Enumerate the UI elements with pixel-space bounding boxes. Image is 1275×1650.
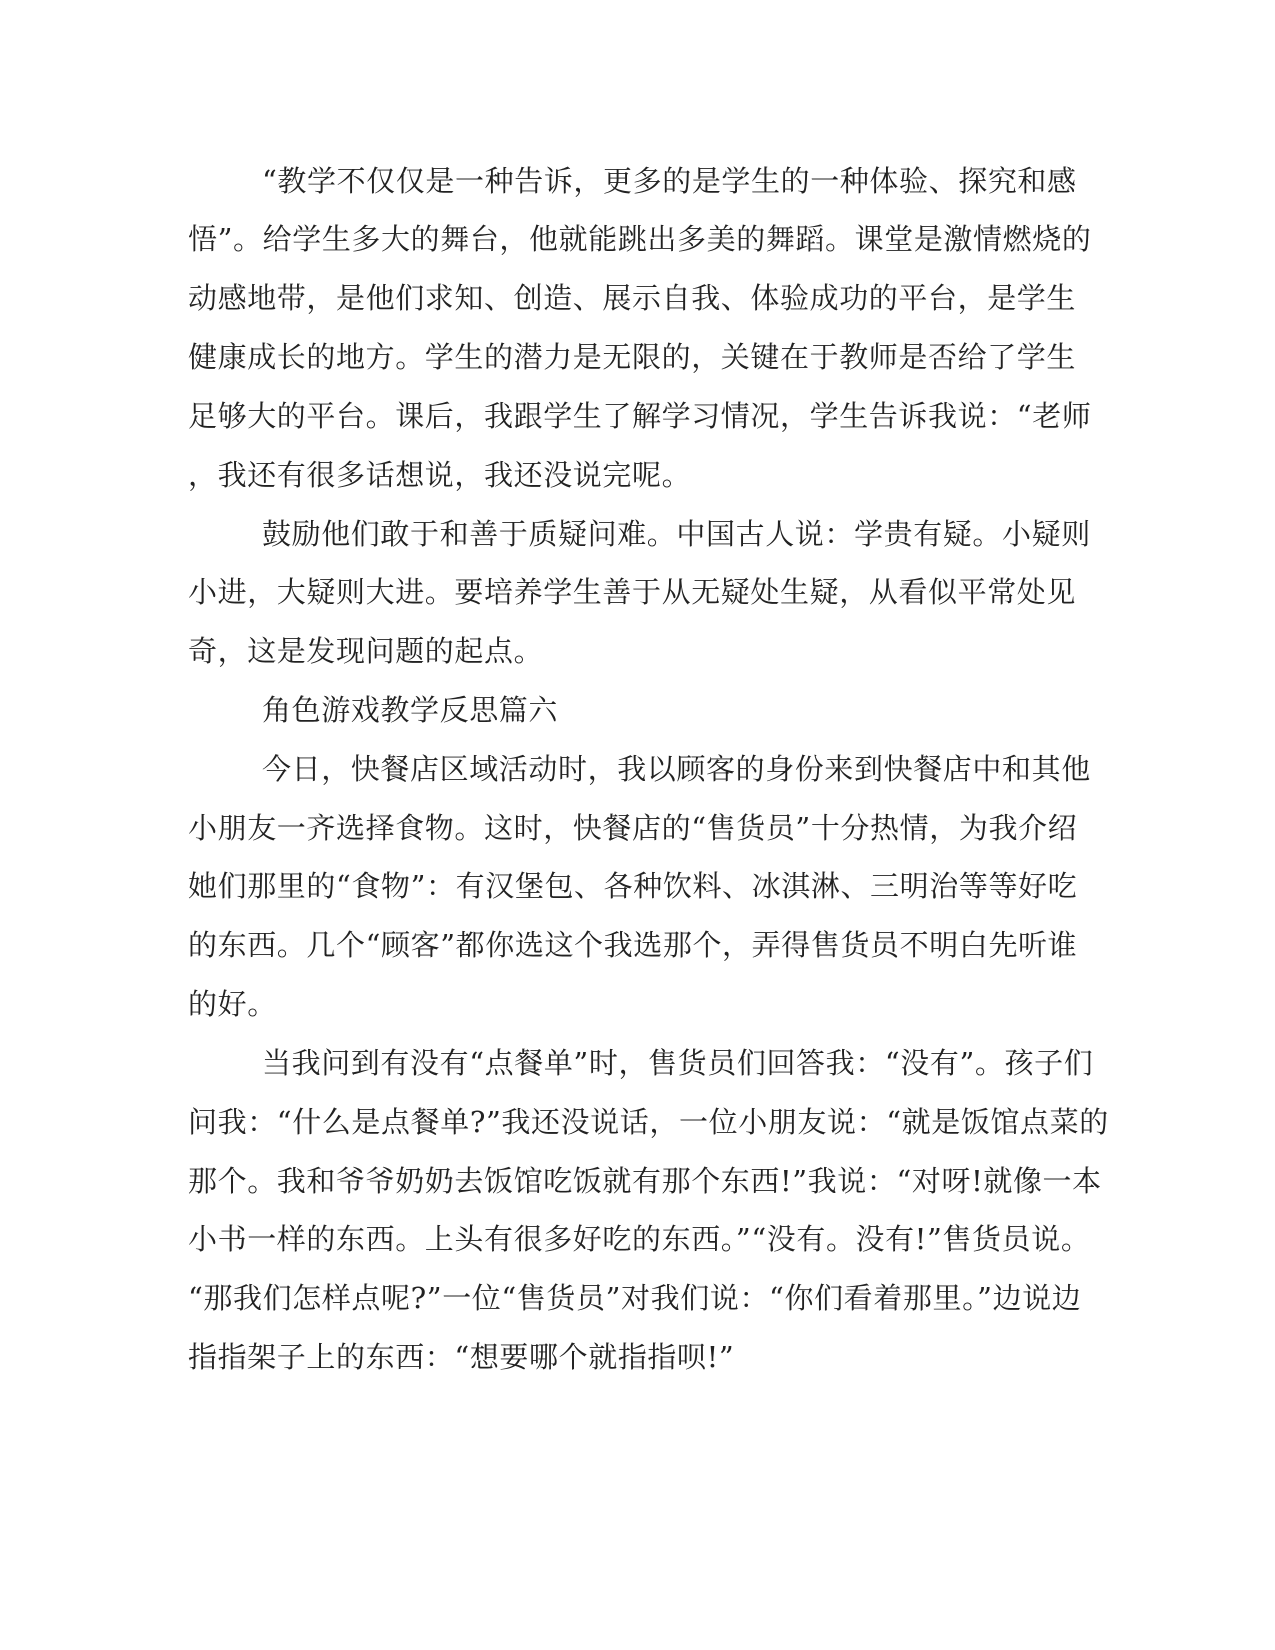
text-line: 的东西。几个“顾客”都你选这个我选那个，弄得售货员不明白先听谁: [188, 928, 1078, 962]
text-line: 的好。: [188, 987, 277, 1021]
text-line: “那我们怎样点呢?”一位“售货员”对我们说：“你们看着那里。”边说边: [188, 1281, 1082, 1315]
text-line: “教学不仅仅是一种告诉，更多的是学生的一种体验、探究和感: [262, 164, 1077, 198]
text-line: 动感地带，是他们求知、创造、展示自我、体验成功的平台，是学生: [188, 281, 1077, 315]
text-line: 她们那里的“食物”：有汉堡包、各种饮料、冰淇淋、三明治等等好吃: [188, 869, 1078, 903]
text-line: 小朋友一齐选择食物。这时，快餐店的“售货员”十分热情，为我介绍: [188, 811, 1078, 845]
text-line: 小进，大疑则大进。要培养学生善于从无疑处生疑，从看似平常处见: [188, 575, 1077, 609]
text-line: 那个。我和爷爷奶奶去饭馆吃饭就有那个东西!”我说：“对呀!就像一本: [188, 1164, 1102, 1198]
section-heading: 角色游戏教学反思篇六: [262, 693, 559, 727]
text-line: 今日，快餐店区域活动时，我以顾客的身份来到快餐店中和其他: [262, 752, 1091, 786]
text-line: 足够大的平台。课后，我跟学生了解学习情况，学生告诉我说：“老师: [188, 399, 1092, 433]
text-line: 健康成长的地方。学生的潜力是无限的，关键在于教师是否给了学生: [188, 340, 1077, 374]
text-line: 当我问到有没有“点餐单”时，售货员们回答我：“没有”。孩子们: [262, 1046, 1094, 1080]
text-line: 指指架子上的东西：“想要哪个就指指呗!”: [188, 1340, 735, 1374]
text-line: 问我：“什么是点餐单?”我还没说话，一位小朋友说：“就是饭馆点菜的: [188, 1105, 1109, 1139]
text-line: 鼓励他们敢于和善于质疑问难。中国古人说：学贵有疑。小疑则: [262, 517, 1091, 551]
text-line: ，我还有很多话想说，我还没说完呢。: [188, 458, 692, 492]
text-line: 悟”。给学生多大的舞台，他就能跳出多美的舞蹈。课堂是激情燃烧的: [188, 222, 1092, 256]
text-line: 奇，这是发现问题的起点。: [188, 634, 544, 668]
text-line: 小书一样的东西。上头有很多好吃的东西。”“没有。没有!”售货员说。: [188, 1222, 1091, 1256]
